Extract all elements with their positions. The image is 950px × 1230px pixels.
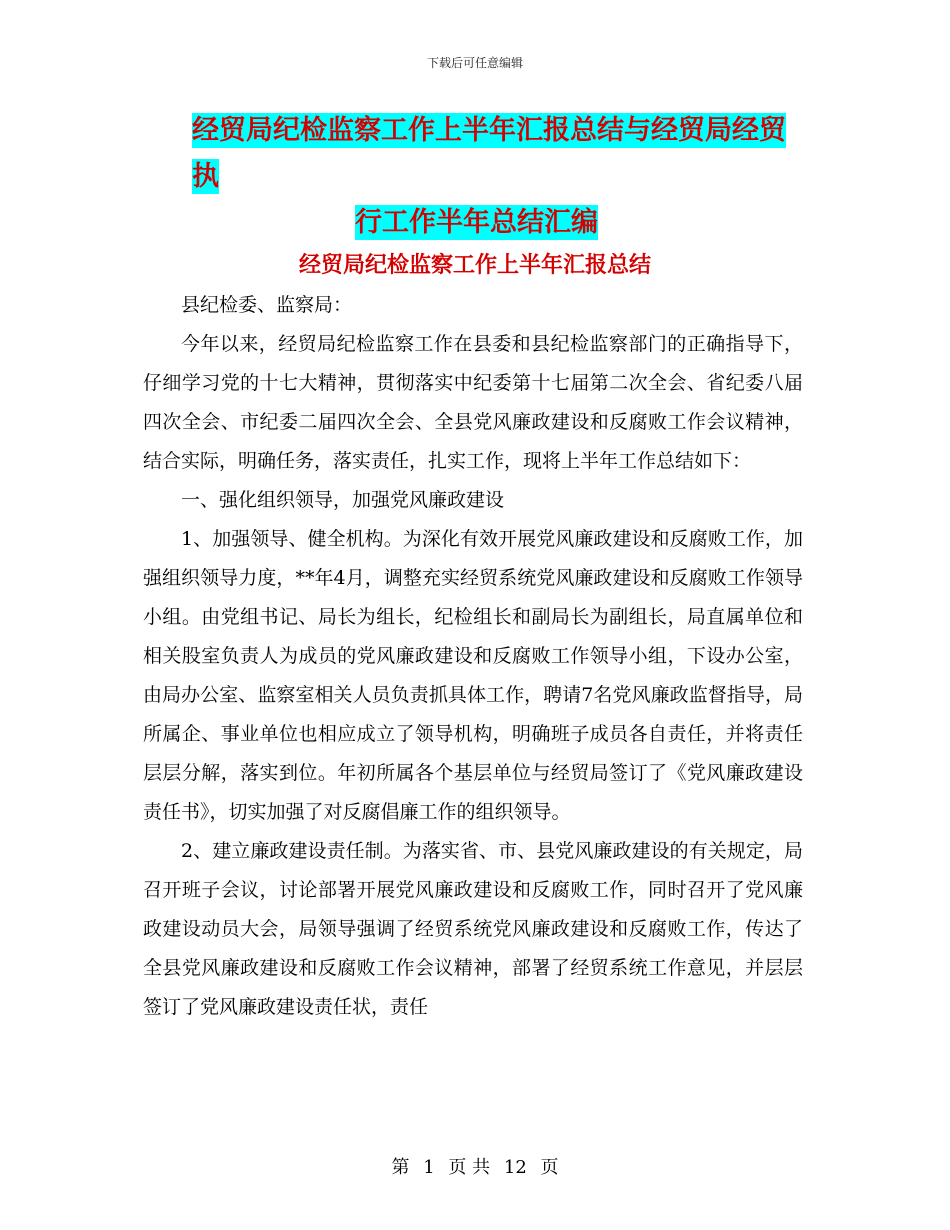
salutation: 县纪检委、监察局： — [181, 294, 353, 316]
title-line-2: 行工作半年总结汇编 — [355, 207, 598, 238]
footer-total-pages: 12 — [503, 1157, 527, 1178]
page-header-note: 下载后可任意编辑 — [426, 56, 523, 70]
footer-mid: 页 共 — [448, 1157, 491, 1178]
section-heading: 一、强化组织领导，加强党风廉政建设 — [181, 489, 505, 511]
page-footer — [0, 1153, 950, 1179]
intro-paragraph: 今年以来，经贸局纪检监察工作在县委和县纪检监察部门的正确指导下，仔细学习党的十七大精神，贯彻落实中纪委第十七届第二次全会、省纪委八届四次全会、市纪委二届四次全会、全县党风廉政建设和反腐败工作会议精神，结合实际，明确任务，落实责任，扎实工作，现将上半年工作总结如下： — [143, 333, 803, 472]
document-title — [192, 108, 812, 246]
footer-page-number: 1 — [423, 1157, 435, 1178]
paragraph-item-2: 2、建立廉政建设责任制。为落实省、市、县党风廉政建设的有关规定，局召开班子会议，讨论部署开展党风廉政建设和反腐败工作，同时召开了党风廉政建设动员大会，局领导强调了经贸系统党风廉政建设和反腐败工作，传达了全县党风廉政建设和反腐败工作会议精神，部署了经贸系统工作意见，并层层签订了党风廉政建设责任状，责任 — [143, 840, 803, 1018]
paragraph-item-1: 1、加强领导、健全机构。为深化有效开展党风廉政建设和反腐败工作，加强组织领导力度，**年4月，调整充实经贸系统党风廉政建设和反腐败工作领导小组。由党组书记、局长为组长，纪检组长和副局长为副组长，局直属单位和相关股室负责人为成员的党风廉政建设和反腐败工作领导小组，下设办公室，由局办公室、监察室相关人员负责抓具体工作，聘请7名党风廉政监督指导，局所属企、事业单位也相应成立了领导机构，明确班子成员各自责任，并将责任层层分解，落实到位。年初所属各个基层单位与经贸局签订了《党风廉政建设责任书》，切实加强了对反腐倡廉工作的组织领导。 — [143, 528, 803, 823]
footer-suffix: 页 — [540, 1157, 559, 1178]
title-line-1: 经贸局纪检监察工作上半年汇报总结与经贸局经贸执 — [192, 115, 786, 192]
document-body — [143, 286, 803, 1027]
section-title: 经贸局纪检监察工作上半年汇报总结 — [298, 253, 651, 278]
footer-prefix: 第 — [391, 1157, 410, 1178]
